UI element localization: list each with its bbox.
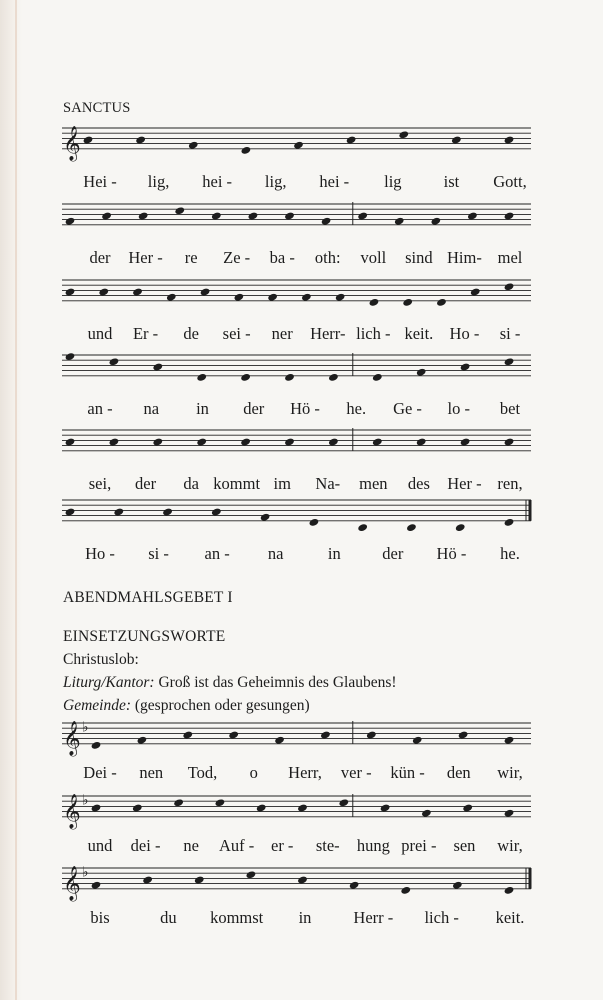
lyric-syllable: nen bbox=[139, 763, 164, 782]
note-head bbox=[240, 373, 251, 382]
lyric-syllable: keit. bbox=[404, 324, 434, 343]
lyric-syllable: lo - bbox=[447, 399, 470, 418]
lyric-syllable: Ze - bbox=[223, 248, 251, 267]
gemeinde-text: (gesprochen oder gesungen) bbox=[134, 697, 310, 714]
gemeinde-role: Gemeinde: bbox=[63, 697, 131, 714]
sanctus-lyrics-line-1 bbox=[62, 172, 532, 196]
christuslob-lyrics-line-2 bbox=[62, 836, 532, 860]
note-head bbox=[368, 298, 379, 307]
sanctus-lyrics-line-4 bbox=[62, 399, 532, 423]
einsetzungsworte-heading: EINSETZUNGSWORTE bbox=[63, 628, 226, 645]
lyric-syllable: im bbox=[273, 474, 291, 493]
christuslob-label: Christuslob: bbox=[63, 651, 139, 668]
lyric-syllable: ste- bbox=[315, 836, 340, 855]
lyric-syllable: lich - bbox=[356, 324, 391, 343]
lyric-syllable: in bbox=[196, 399, 209, 418]
sanctus-staff-6 bbox=[0, 492, 603, 532]
lyric-syllable: sen bbox=[453, 836, 476, 855]
lyric-syllable: an - bbox=[204, 544, 230, 563]
final-bar-line-thick bbox=[529, 500, 532, 521]
sanctus-lyrics-line-2 bbox=[62, 248, 532, 272]
lyric-syllable: hei - bbox=[319, 172, 350, 191]
lyric-syllable: an - bbox=[87, 399, 113, 418]
lyric-syllable: der bbox=[243, 399, 265, 418]
lyric-syllable: keit. bbox=[495, 908, 525, 927]
note-head bbox=[328, 373, 339, 382]
lyric-syllable: wir, bbox=[497, 836, 523, 855]
lyric-syllable: Her - bbox=[128, 248, 163, 267]
lyric-syllable: Herr, bbox=[288, 763, 322, 782]
treble-clef-icon: 𝄞 bbox=[63, 793, 81, 829]
lyric-syllable: de bbox=[183, 324, 199, 343]
lyric-syllable: der bbox=[382, 544, 404, 563]
lyric-syllable: Herr- bbox=[310, 324, 346, 343]
lyric-syllable: Ho - bbox=[449, 324, 480, 343]
lyric-syllable: he. bbox=[346, 399, 367, 418]
lyric-syllable: re bbox=[184, 248, 198, 267]
lyric-syllable: ner bbox=[271, 324, 293, 343]
christuslob-lyrics-line-3 bbox=[62, 908, 532, 932]
lyric-syllable: den bbox=[446, 763, 471, 782]
note-head bbox=[504, 886, 515, 895]
lyric-syllable: kün - bbox=[390, 763, 425, 782]
note-head bbox=[196, 373, 207, 382]
lyric-syllable: ba - bbox=[269, 248, 295, 267]
lyric-syllable: prei - bbox=[401, 836, 437, 855]
lyric-syllable: men bbox=[359, 474, 388, 493]
treble-clef-icon: 𝄞 bbox=[63, 720, 81, 756]
lyric-syllable: ist bbox=[443, 172, 460, 191]
lyric-syllable: bis bbox=[90, 908, 110, 927]
lyric-syllable: und bbox=[87, 836, 113, 855]
lyric-syllable: kommt bbox=[213, 474, 261, 493]
lyric-syllable: lig, bbox=[147, 172, 170, 191]
christuslob-lyrics-line-1 bbox=[62, 763, 532, 787]
note-head bbox=[400, 886, 411, 895]
lyric-syllable: du bbox=[160, 908, 177, 927]
liturg-line bbox=[63, 674, 397, 692]
sanctus-staff-2 bbox=[0, 196, 603, 236]
lyric-syllable: Hö - bbox=[436, 544, 467, 563]
sanctus-heading: SANCTUS bbox=[63, 100, 131, 116]
note-head bbox=[91, 741, 102, 750]
flat-key-signature-icon: ♭ bbox=[82, 864, 89, 881]
lyric-syllable: o bbox=[249, 763, 258, 782]
lyric-syllable: si - bbox=[499, 324, 521, 343]
lyric-syllable: des bbox=[407, 474, 430, 493]
lyric-syllable: lig, bbox=[264, 172, 287, 191]
lyric-syllable: Er - bbox=[132, 324, 159, 343]
lyric-syllable: in bbox=[327, 544, 341, 563]
lyric-syllable: Na- bbox=[315, 474, 341, 493]
note-head bbox=[406, 523, 417, 532]
note-head bbox=[357, 523, 368, 532]
note-head bbox=[504, 518, 515, 527]
lyric-syllable: und bbox=[87, 324, 113, 343]
lyric-syllable: Ge - bbox=[393, 399, 422, 418]
lyric-syllable: ren, bbox=[497, 474, 523, 493]
lyric-syllable: na bbox=[143, 399, 160, 418]
note-head bbox=[402, 298, 413, 307]
sanctus-staff-3 bbox=[0, 272, 603, 312]
note-head bbox=[284, 373, 295, 382]
lyric-syllable: sei - bbox=[222, 324, 251, 343]
lyric-syllable: Her - bbox=[447, 474, 482, 493]
lyric-syllable: ver - bbox=[340, 763, 372, 782]
lyric-syllable: na bbox=[267, 544, 284, 563]
treble-clef-icon: 𝄞 bbox=[63, 125, 81, 161]
lyric-syllable: hung bbox=[356, 836, 390, 855]
final-bar-line-thick bbox=[529, 868, 532, 889]
lyric-syllable: ne bbox=[183, 836, 199, 855]
lyric-syllable: Herr - bbox=[353, 908, 394, 927]
note-head bbox=[455, 523, 466, 532]
note-head bbox=[372, 373, 383, 382]
abendmahlsgebet-heading: ABENDMAHLSGEBET I bbox=[63, 589, 233, 606]
flat-key-signature-icon: ♭ bbox=[82, 719, 89, 736]
sanctus-staff-5 bbox=[0, 422, 603, 462]
lyric-syllable: mel bbox=[497, 248, 523, 267]
treble-clef-icon: 𝄞 bbox=[63, 865, 81, 901]
lyric-syllable: Hei - bbox=[83, 172, 117, 191]
lyric-syllable: der bbox=[89, 248, 111, 267]
lyric-syllable: da bbox=[183, 474, 199, 493]
lyric-syllable: hei - bbox=[202, 172, 233, 191]
lyric-syllable: Auf - bbox=[219, 836, 255, 855]
lyric-syllable: Ho - bbox=[85, 544, 115, 563]
note-head bbox=[308, 518, 319, 527]
sanctus-lyrics-line-3 bbox=[62, 324, 532, 348]
lyric-syllable: bet bbox=[499, 399, 521, 418]
lyric-syllable: Gott, bbox=[493, 172, 527, 191]
lyric-syllable: Tod, bbox=[187, 763, 218, 782]
lyric-syllable: wir, bbox=[497, 763, 523, 782]
lyric-syllable: der bbox=[135, 474, 157, 493]
christuslob-staff-3 bbox=[0, 860, 603, 900]
lyric-syllable: er - bbox=[270, 836, 294, 855]
christuslob-staff-1 bbox=[0, 715, 603, 755]
sanctus-lyrics-line-6 bbox=[62, 544, 532, 568]
lyric-syllable: in bbox=[298, 908, 312, 927]
lyric-syllable: he. bbox=[500, 544, 520, 563]
liturg-text: Groß ist das Geheimnis des Glaubens! bbox=[158, 674, 397, 691]
lyric-syllable: Dei - bbox=[83, 763, 117, 782]
lyric-syllable: si - bbox=[148, 544, 169, 563]
lyric-syllable: Him- bbox=[447, 248, 482, 267]
lyric-syllable: kommst bbox=[210, 908, 264, 927]
liturg-role: Liturg/Kantor: bbox=[63, 674, 155, 691]
christuslob-staff-2 bbox=[0, 788, 603, 828]
sanctus-staff-4 bbox=[0, 347, 603, 387]
lyric-syllable: voll bbox=[360, 248, 387, 267]
flat-key-signature-icon: ♭ bbox=[82, 792, 89, 809]
lyric-syllable: dei - bbox=[130, 836, 161, 855]
lyric-syllable: sei, bbox=[88, 474, 112, 493]
lyric-syllable: sind bbox=[405, 248, 433, 267]
gemeinde-line bbox=[63, 697, 310, 715]
note-head bbox=[240, 146, 251, 155]
lyric-syllable: lich - bbox=[424, 908, 459, 927]
sanctus-staff-1 bbox=[0, 120, 603, 160]
lyric-syllable: Hö - bbox=[290, 399, 320, 418]
note-head bbox=[436, 298, 447, 307]
lyric-syllable: oth: bbox=[314, 248, 341, 267]
lyric-syllable: lig bbox=[384, 172, 402, 191]
